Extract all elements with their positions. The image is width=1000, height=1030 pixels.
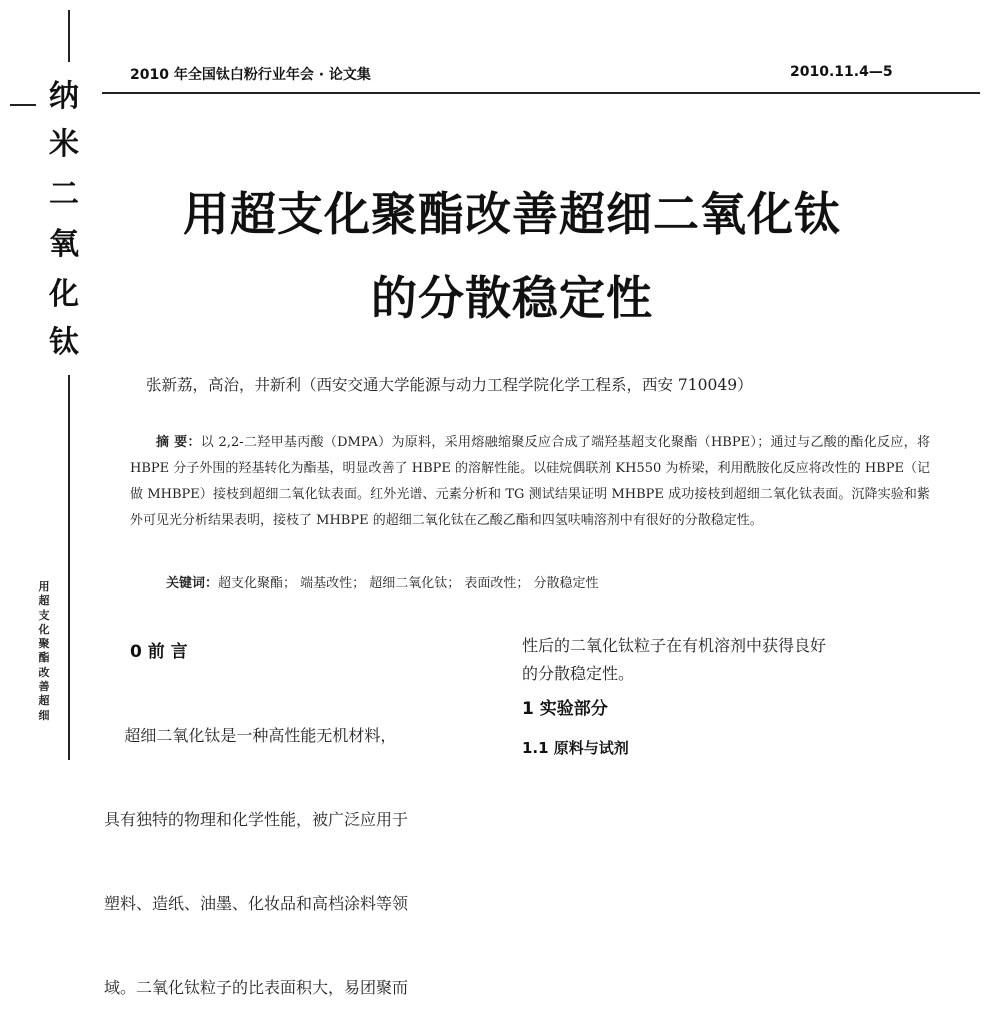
conference-header: 2010 年全国钛白粉行业年会 · 论文集 [130, 67, 371, 83]
keywords-label: 关键词： [166, 576, 219, 591]
margin-dash [10, 104, 36, 106]
abstract [130, 430, 930, 534]
abstract-text: 以 2,2-二羟甲基丙酸（DMPA）为原料，采用熔融缩聚反应合成了端羟基超支化聚酯（HBPE）；通过与乙酸的酯化反应，将 HBPE 分子外围的羟基转化为酯基，明显改善了 HBPE 的溶解性能。以硅烷偶联剂 KH550 为桥梁，利用酰胺化反应将改性的 HBPE（记做 MHBPE）接枝到超细二氧化钛表面。红外光谱、元素分析和 TG 测试结果证明 MHBPE 成功接枝到超细二氧化钛表面。沉降实验和紫外可见光分析结果表明，接枝了 MHBPE 的超细二氧化钛在乙酸乙酯和四氢呋喃溶剂中有很好的分散稳定性。 [130, 435, 930, 528]
section-heading-intro: 0 前 言 [130, 642, 188, 662]
side-label-char: 化 [49, 277, 79, 312]
running-title-char: 用 [38, 580, 50, 593]
intro-line: 域。二氧化钛粒子的比表面积大，易团聚而 [104, 978, 409, 997]
intro-body [104, 666, 494, 1030]
intro-line: 超细二氧化钛是一种高性能无机材料， [104, 726, 397, 745]
side-label-char: 二 [49, 177, 79, 212]
running-title-char: 细 [38, 708, 50, 722]
side-label-char: 纳 [49, 79, 79, 114]
running-title-char: 超 [38, 594, 50, 608]
running-title-char: 化 [38, 622, 50, 636]
running-title-char: 酯 [38, 651, 50, 665]
running-title-char: 改 [38, 665, 50, 679]
right-line: 的分散稳定性。 [522, 664, 635, 683]
abstract-label: 摘 要： [156, 435, 201, 450]
margin-rule-top [68, 10, 70, 62]
paper-title-line-2: 的分散稳定性 [371, 271, 653, 325]
header-rule [102, 92, 980, 94]
running-title-char: 支 [38, 608, 50, 622]
intro-line: 塑料、造纸、油墨、化妆品和高档涂料等领 [104, 894, 409, 913]
side-label-char: 米 [49, 127, 79, 162]
side-label-char: 氧 [49, 227, 79, 262]
running-title-char: 超 [38, 694, 50, 708]
right-column-body [522, 632, 902, 688]
header-date: 2010.11.4—5 [790, 64, 893, 80]
side-label-char: 钛 [49, 325, 79, 360]
paper-title-line-1: 用超支化聚酯改善超细二氧化钛 [183, 187, 841, 241]
running-title-char: 善 [38, 680, 50, 694]
right-line: 性后的二氧化钛粒子在有机溶剂中获得良好 [522, 636, 827, 655]
subsection-heading-materials: 1.1 原料与试剂 [522, 739, 629, 757]
authors-affiliation: 张新荔，高治，井新利（西安交通大学能源与动力工程学院化学工程系，西安 710049） [146, 376, 753, 394]
running-title-char: 聚 [38, 637, 50, 651]
section-heading-experimental: 1 实验部分 [522, 699, 608, 719]
margin-rule-bottom [68, 375, 70, 760]
keywords [166, 572, 599, 591]
intro-line: 具有独特的物理和化学性能，被广泛应用于 [104, 810, 409, 829]
running-title-vertical [36, 580, 52, 723]
keywords-text: 超支化聚酯； 端基改性； 超细二氧化钛； 表面改性； 分散稳定性 [218, 576, 599, 591]
